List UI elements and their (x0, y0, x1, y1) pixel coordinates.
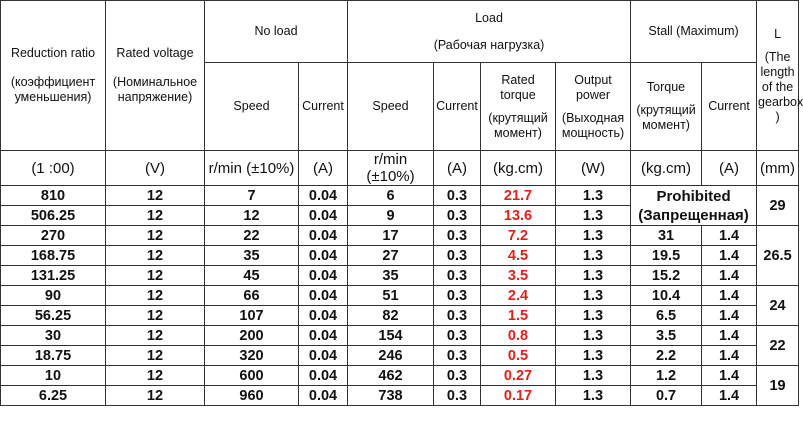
cell-load-current: 0.3 (434, 366, 481, 386)
cell-stall-current: 1.4 (702, 346, 757, 366)
header-length (757, 1, 803, 151)
cell-no-load-speed: 45 (205, 266, 299, 286)
cell-stall-current: 1.4 (702, 306, 757, 326)
table-row (1, 366, 799, 386)
cell-load-speed: 154 (348, 326, 434, 346)
cell-rated-torque: 0.8 (481, 326, 556, 346)
cell-voltage: 12 (106, 386, 205, 406)
cell-rated-torque: 1.5 (481, 306, 556, 326)
cell-no-load-current: 0.04 (299, 186, 348, 206)
cell-load-current: 0.3 (434, 326, 481, 346)
cell-no-load-speed: 320 (205, 346, 299, 366)
cell-load-current: 0.3 (434, 306, 481, 326)
units-row (1, 151, 799, 186)
header-no-load: No load (205, 1, 348, 63)
cell-ratio: 10 (1, 366, 106, 386)
cell-no-load-current: 0.04 (299, 206, 348, 226)
cell-output-power: 1.3 (556, 286, 631, 306)
prohibited-label-ru: (Запрещенная) (638, 206, 749, 224)
cell-stall-torque: 6.5 (631, 306, 702, 326)
cell-no-load-speed: 66 (205, 286, 299, 306)
cell-ratio: 810 (1, 186, 106, 206)
header-rated-torque-ru: (крутящий момент) (488, 110, 548, 140)
unit-load-current: (A) (434, 151, 481, 186)
cell-ratio: 131.25 (1, 266, 106, 286)
table-row (1, 346, 799, 366)
table-row (1, 246, 799, 266)
cell-load-speed: 462 (348, 366, 434, 386)
cell-stall-current: 1.4 (702, 366, 757, 386)
table-row (1, 226, 799, 246)
cell-voltage: 12 (106, 366, 205, 386)
cell-no-load-current: 0.04 (299, 366, 348, 386)
cell-voltage: 12 (106, 186, 205, 206)
header-rated-voltage-ru: (Номинальное напряжение) (112, 75, 198, 104)
cell-stall-current: 1.4 (702, 266, 757, 286)
header-no-load-current: Current (299, 63, 348, 151)
cell-stall-current: 1.4 (702, 286, 757, 306)
cell-rated-torque: 0.5 (481, 346, 556, 366)
cell-no-load-speed: 600 (205, 366, 299, 386)
cell-stall-torque: 2.2 (631, 346, 702, 366)
cell-stall-current: 1.4 (702, 326, 757, 346)
cell-rated-torque: 0.17 (481, 386, 556, 406)
header-length-label: L (774, 26, 782, 41)
cell-no-load-current: 0.04 (299, 326, 348, 346)
cell-rated-torque: 4.5 (481, 246, 556, 266)
header-reduction-ratio-label: Reduction ratio (10, 46, 96, 60)
header-rated-voltage-label: Rated voltage (116, 46, 194, 60)
table-row (1, 286, 799, 306)
header-stall-current: Current (702, 63, 757, 151)
cell-rated-torque: 21.7 (481, 186, 556, 206)
header-length-desc: (The length of the gearbox ) (758, 49, 803, 124)
header-load-label: Load (475, 10, 503, 25)
unit-voltage: (V) (106, 151, 205, 186)
cell-no-load-speed: 22 (205, 226, 299, 246)
cell-load-speed: 51 (348, 286, 434, 306)
unit-stall-torque: (kg.cm) (631, 151, 702, 186)
cell-output-power: 1.3 (556, 186, 631, 206)
header-output-power-label: Output power (574, 72, 612, 102)
cell-stall-current: 1.4 (702, 386, 757, 406)
cell-load-speed: 6 (348, 186, 434, 206)
cell-voltage: 12 (106, 286, 205, 306)
header-stall: Stall (Maximum) (631, 1, 757, 63)
unit-rated-torque: (kg.cm) (481, 151, 556, 186)
unit-stall-current: (A) (702, 151, 757, 186)
cell-voltage: 12 (106, 326, 205, 346)
unit-load-speed: r/min (±10%) (348, 151, 434, 186)
cell-voltage: 12 (106, 306, 205, 326)
cell-stall-torque: 10.4 (631, 286, 702, 306)
header-reduction-ratio (1, 1, 106, 151)
header-load-ru: (Рабочая нагрузка) (433, 37, 545, 52)
cell-ratio: 270 (1, 226, 106, 246)
cell-no-load-current: 0.04 (299, 306, 348, 326)
header-rated-torque-label: Rated torque (500, 72, 536, 102)
header-stall-torque-label: Torque (646, 80, 686, 94)
cell-no-load-speed: 12 (205, 206, 299, 226)
cell-load-current: 0.3 (434, 246, 481, 266)
cell-ratio: 6.25 (1, 386, 106, 406)
unit-length: (mm) (757, 151, 799, 186)
cell-load-speed: 82 (348, 306, 434, 326)
cell-load-current: 0.3 (434, 266, 481, 286)
prohibited-label: Prohibited (656, 187, 731, 205)
table-row (1, 306, 799, 326)
cell-voltage: 12 (106, 246, 205, 266)
cell-no-load-current: 0.04 (299, 386, 348, 406)
cell-no-load-speed: 7 (205, 186, 299, 206)
table-row (1, 266, 799, 286)
header-output-power-ru: (Выходная мощность) (561, 110, 625, 140)
header-rated-torque (481, 63, 556, 151)
header-stall-torque-ru: (крутящий момент) (636, 103, 696, 132)
cell-output-power: 1.3 (556, 326, 631, 346)
unit-no-load-speed: r/min (±10%) (205, 151, 299, 186)
cell-output-power: 1.3 (556, 346, 631, 366)
cell-stall-torque: 1.2 (631, 366, 702, 386)
cell-stall-torque: 0.7 (631, 386, 702, 406)
cell-length: 26.5 (757, 226, 799, 286)
unit-output-power: (W) (556, 151, 631, 186)
cell-load-current: 0.3 (434, 286, 481, 306)
header-rated-voltage (106, 1, 205, 151)
header-reduction-ratio-ru: (коэффициент уменьшения) (10, 75, 96, 104)
cell-ratio: 56.25 (1, 306, 106, 326)
cell-load-current: 0.3 (434, 346, 481, 366)
cell-no-load-current: 0.04 (299, 346, 348, 366)
cell-length: 29 (757, 186, 799, 226)
header-load (348, 1, 631, 63)
cell-ratio: 506.25 (1, 206, 106, 226)
cell-load-current: 0.3 (434, 226, 481, 246)
cell-output-power: 1.3 (556, 226, 631, 246)
cell-rated-torque: 7.2 (481, 226, 556, 246)
cell-stall-torque: 3.5 (631, 326, 702, 346)
header-output-power (556, 63, 631, 151)
cell-stall-torque: 19.5 (631, 246, 702, 266)
unit-no-load-current: (A) (299, 151, 348, 186)
cell-ratio: 30 (1, 326, 106, 346)
cell-no-load-current: 0.04 (299, 226, 348, 246)
cell-no-load-speed: 200 (205, 326, 299, 346)
cell-rated-torque: 0.27 (481, 366, 556, 386)
cell-voltage: 12 (106, 346, 205, 366)
table-row (1, 186, 799, 206)
cell-no-load-current: 0.04 (299, 286, 348, 306)
cell-load-speed: 246 (348, 346, 434, 366)
cell-voltage: 12 (106, 226, 205, 246)
table-row (1, 386, 799, 406)
cell-output-power: 1.3 (556, 266, 631, 286)
cell-load-current: 0.3 (434, 206, 481, 226)
header-no-load-speed: Speed (205, 63, 299, 151)
cell-output-power: 1.3 (556, 246, 631, 266)
cell-stall-torque: 15.2 (631, 266, 702, 286)
cell-output-power: 1.3 (556, 306, 631, 326)
cell-no-load-current: 0.04 (299, 246, 348, 266)
header-stall-torque (631, 63, 702, 151)
cell-output-power: 1.3 (556, 366, 631, 386)
cell-length: 19 (757, 366, 799, 406)
cell-rated-torque: 13.6 (481, 206, 556, 226)
cell-no-load-speed: 35 (205, 246, 299, 266)
cell-load-speed: 27 (348, 246, 434, 266)
cell-load-speed: 35 (348, 266, 434, 286)
stall-prohibited-note (631, 186, 757, 226)
cell-length: 24 (757, 286, 799, 326)
header-load-speed: Speed (348, 63, 434, 151)
cell-no-load-current: 0.04 (299, 266, 348, 286)
cell-load-speed: 9 (348, 206, 434, 226)
cell-length: 22 (757, 326, 799, 366)
cell-load-speed: 738 (348, 386, 434, 406)
cell-rated-torque: 3.5 (481, 266, 556, 286)
cell-ratio: 90 (1, 286, 106, 306)
cell-rated-torque: 2.4 (481, 286, 556, 306)
cell-load-speed: 17 (348, 226, 434, 246)
table-row (1, 326, 799, 346)
cell-stall-current: 1.4 (702, 226, 757, 246)
cell-output-power: 1.3 (556, 386, 631, 406)
cell-output-power: 1.3 (556, 206, 631, 226)
cell-load-current: 0.3 (434, 186, 481, 206)
cell-voltage: 12 (106, 206, 205, 226)
cell-voltage: 12 (106, 266, 205, 286)
cell-stall-torque: 31 (631, 226, 702, 246)
cell-no-load-speed: 107 (205, 306, 299, 326)
cell-stall-current: 1.4 (702, 246, 757, 266)
cell-load-current: 0.3 (434, 386, 481, 406)
header-load-current: Current (434, 63, 481, 151)
cell-no-load-speed: 960 (205, 386, 299, 406)
unit-ratio: (1 :00) (1, 151, 106, 186)
cell-ratio: 18.75 (1, 346, 106, 366)
cell-ratio: 168.75 (1, 246, 106, 266)
